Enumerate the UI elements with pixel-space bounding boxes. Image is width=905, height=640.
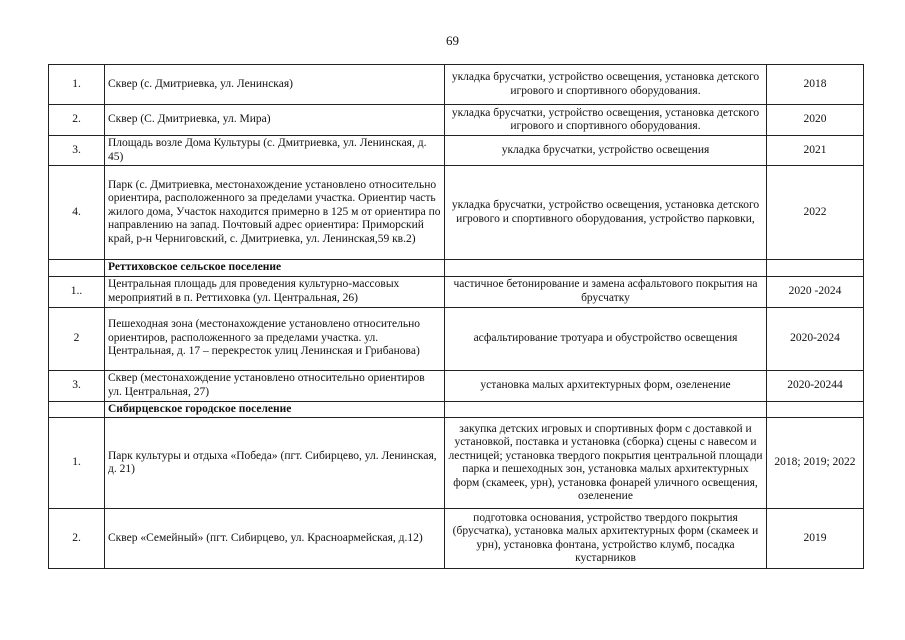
row-number: 1. xyxy=(49,65,105,105)
row-number: 2. xyxy=(49,105,105,136)
object-name: Сквер (С. Дмитриевка, ул. Мира) xyxy=(105,105,445,136)
work-year: 2020 xyxy=(767,105,864,136)
row-number: 1. xyxy=(49,418,105,509)
object-name: Центральная площадь для проведения культурно-массовых мероприятий в п. Реттиховка (ул. Центральная, 26) xyxy=(105,276,445,307)
work-year: 2022 xyxy=(767,166,864,260)
work-description: укладка брусчатки, устройство освещения, установка детского игрового и спортивного оборудования. xyxy=(445,105,767,136)
section-title: Сибирцевское городское поселение xyxy=(105,401,445,418)
work-description: укладка брусчатки, устройство освещения xyxy=(445,136,767,166)
row-number: 1.. xyxy=(49,276,105,307)
table-row xyxy=(49,136,864,166)
work-year: 2018; 2019; 2022 xyxy=(767,418,864,509)
work-description: подготовка основания, устройство твердого покрытия (брусчатка), установка малых архитектурных форм (скамеек и урн), установка фонтана, устройство клумб, посадка кустарников xyxy=(445,509,767,569)
work-description: установка малых архитектурных форм, озеленение xyxy=(445,370,767,401)
object-name: Площадь возле Дома Культуры (с. Дмитриевка, ул. Ленинская, д. 45) xyxy=(105,136,445,166)
section-row xyxy=(49,260,864,277)
row-number: 3. xyxy=(49,370,105,401)
work-description: укладка брусчатки, устройство освещения, установка детского игрового и спортивного оборудования. xyxy=(445,65,767,105)
work-description: укладка брусчатки, устройство освещения, установка детского игрового и спортивного оборудования, устройство парковки, xyxy=(445,166,767,260)
table-row xyxy=(49,276,864,307)
table-row xyxy=(49,307,864,370)
row-number: 2. xyxy=(49,509,105,569)
object-name: Сквер «Семейный» (пгт. Сибирцево, ул. Красноармейская, д.12) xyxy=(105,509,445,569)
table-row xyxy=(49,166,864,260)
improvement-table xyxy=(48,64,864,569)
work-year: 2018 xyxy=(767,65,864,105)
work-year: 2019 xyxy=(767,509,864,569)
work-year: 2020 -2024 xyxy=(767,276,864,307)
row-number: 4. xyxy=(49,166,105,260)
section-row xyxy=(49,401,864,418)
page-number: 69 xyxy=(446,33,459,48)
table-row xyxy=(49,418,864,509)
object-name: Парк культуры и отдыха «Победа» (пгт. Сибирцево, ул. Ленинская, д. 21) xyxy=(105,418,445,509)
work-description: закупка детских игровых и спортивных форм с доставкой и установкой, поставка и установка (сборка) сцены с навесом и лестницей; установка твердого покрытия центральной площади парка и пешеходных зон, установка малых архитектурных форм (скамеек, урн), установка фонарей уличного освещения, озеленение xyxy=(445,418,767,509)
work-year: 2020-20244 xyxy=(767,370,864,401)
object-name: Сквер (с. Дмитриевка, ул. Ленинская) xyxy=(105,65,445,105)
section-title: Реттиховское сельское поселение xyxy=(105,260,445,277)
work-year: 2021 xyxy=(767,136,864,166)
table-row xyxy=(49,509,864,569)
object-name: Сквер (местонахождение установлено относительно ориентиров ул. Центральная, 27) xyxy=(105,370,445,401)
object-name: Пешеходная зона (местонахождение установлено относительно ориентиров, расположенного за пределами участка. ул. Центральная, д. 17 – перекресток улиц Ленинская и Грибанова) xyxy=(105,307,445,370)
table-row xyxy=(49,105,864,136)
work-description: асфальтирование тротуара и обустройство освещения xyxy=(445,307,767,370)
row-number: 2 xyxy=(49,307,105,370)
table-row xyxy=(49,370,864,401)
row-number: 3. xyxy=(49,136,105,166)
table-row xyxy=(49,65,864,105)
work-description: частичное бетонирование и замена асфальтового покрытия на брусчатку xyxy=(445,276,767,307)
object-name: Парк (с. Дмитриевка, местонахождение установлено относительно ориентира, расположенного за пределами участка. Ориентир часть жилого дома, Участок находится примерно в 125 м от ориентира по направлению на запад. Почтовый адрес ориентира: Приморский край, р-н Черниговский, с. Дмитриевка, ул. Ленинская,59 кв.2) xyxy=(105,166,445,260)
work-year: 2020-2024 xyxy=(767,307,864,370)
